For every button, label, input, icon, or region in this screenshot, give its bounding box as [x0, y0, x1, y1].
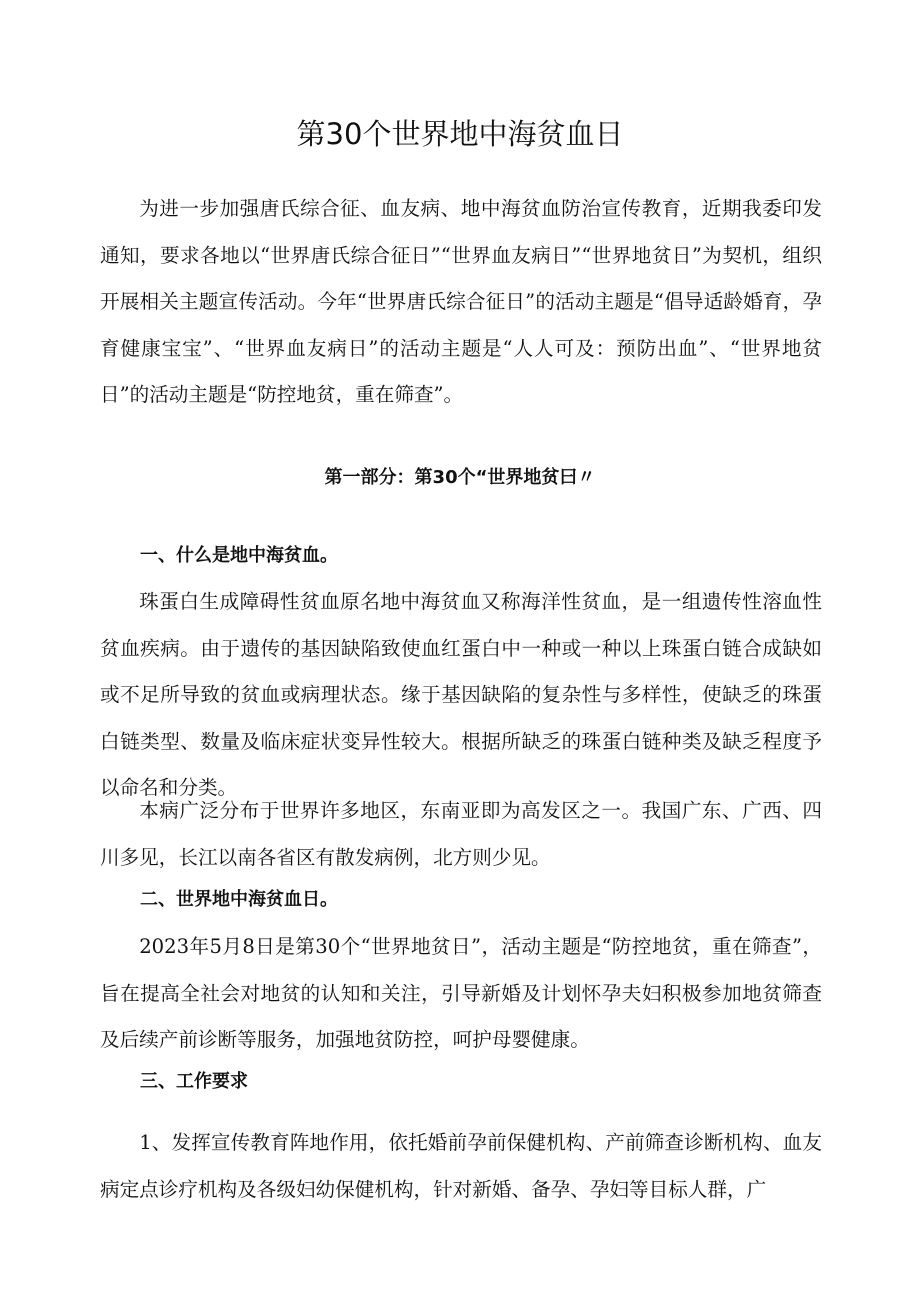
section-1-paragraph-2: 本病广泛分布于世界许多地区，东南亚即为高发区之一。我国广东、广西、四川多见，长江以南各省区有散发病例，北方则少见。	[100, 799, 822, 869]
section-2-paragraph-1: 2023年5月8日是第30个“世界地贫日”，活动主题是“防控地贫，重在筛查”，旨在提高全社会对地贫的认知和关注，引导新婚及计划怀孕夫妇积极参加地贫筛查及后续产前诊断等服务，加强地贫防控，呵护母婴健康。	[100, 935, 822, 1052]
section-3-paragraph-1: 1、发挥宣传教育阵地作用，依托婚前孕前保健机构、产前筛查诊断机构、血友病定点诊疗机构及各级妇幼保健机构，针对新婚、备孕、孕妇等目标人群，广	[100, 1131, 822, 1201]
section-1-paragraph-1: 珠蛋白生成障碍性贫血原名地中海贫血又称海洋性贫血，是一组遗传性溶血性贫血疾病。由于遗传的基因缺陷致使血红蛋白中一种或一种以上珠蛋白链合成缺如或不足所导致的贫血或病理状态。缘于基因缺陷的复杂性与多样性，使缺乏的珠蛋白链类型、数量及临床症状变异性较大。根据所缺乏的珠蛋白链种类及缺乏程度予以命名和分类。	[100, 590, 822, 800]
document-title: 第30个世界地中海贫血日	[296, 117, 624, 151]
section-heading-3: 三、工作要求	[140, 1071, 248, 1092]
section-heading-1: 一、什么是地中海贫血。	[140, 545, 338, 566]
section-heading-2: 二、世界地中海贫血日。	[140, 889, 338, 910]
part-heading: 第一部分：第30个“世界地贫曰〃	[324, 467, 596, 488]
intro-paragraph: 为进一步加强唐氏综合征、血友病、地中海贫血防治宣传教育，近期我委印发通知，要求各地以“世界唐氏综合征日”“世界血友病日”“世界地贫日”为契机，组织开展相关主题宣传活动。今年“世界唐氏综合征日”的活动主题是“倡导适龄婚育，孕育健康宝宝”、“世界血友病日”的活动主题是“人人可及：预防出血”、“世界地贫日”的活动主题是“防控地贫，重在筛查”。	[100, 197, 822, 407]
